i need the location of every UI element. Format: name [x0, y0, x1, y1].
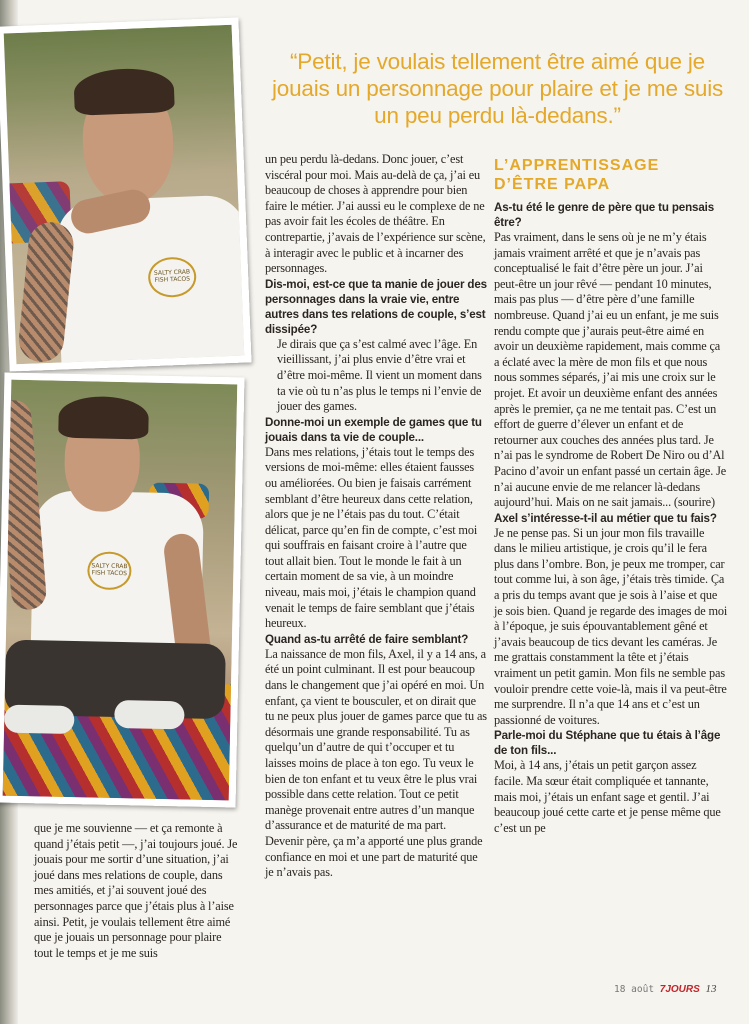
shirt-logo-line2: FISH TACOS — [91, 569, 128, 578]
page-number: 13 — [705, 983, 717, 995]
article-column-2 — [494, 152, 728, 836]
interview-question: Parle-moi du Stéphane que tu étais à l’âge de ton fils... — [494, 729, 721, 758]
magazine-brand: 7JOURS — [659, 984, 700, 995]
paragraph: Pas vraiment, dans le sens où je ne m’y étais jamais vraiment arrêté et que je n’avais pas conceptualisé le fait d’être père un jour. J’ai peut-être un jour rêvé — pendant 10 minutes, mais pas plus — d’être père d’une famille nombreuse. Quand j’ai eu un enfant, je me suis rendu compte que j’aurais peut-être aimé en avoir un deuxième rapidement, mais comme ça a éclaté avec la mère de mon fils et que nous nous sommes séparés, j’ai mis une croix sur le projet. Et avoir un deuxième enfant des années après le premier, ça ne me tentait pas. C’est un effort de guerre d’élever un enfant et de retourner aux couches des années plus tard. Je n’ai pas le syndrome de Robert De Niro ou d’Al Pacino d’avoir un enfant passé un certain âge. Je n’ai aucune envie de me relancer là-dedans aujourd’hui. Mais on ne sait jamais... (sourire) — [494, 230, 727, 510]
paragraph: Je ne pense pas. Si un jour mon fils travaille dans le milieu artistique, je crois qu’il le fera plus dans l’ombre. Bon, je peux me tromper, car tout comme lui, à son âge, j’étais très timide. Ça a pris du temps avant que je sois à l’aise et que je sois bien. Quand je regarde des images de moi à l’époque, je suis épouvantablement gêné et j’avais beaucoup de tics devant les caméras. Je me grattais constamment la tête et j’étais vraiment un petit gamin. Mon fils ne semble pas vouloir prendre cette voie-là, mais il va peut-être me surprendre. Il n’a que 14 ans et c’est un passionné de voitures. — [494, 525, 728, 727]
shirt-logo-line1: SALTY CRAB — [153, 268, 191, 277]
interview-question: Quand as-tu arrêté de faire semblant? — [265, 632, 469, 646]
issue-date: 18 août — [614, 984, 655, 995]
article-column-1 — [265, 152, 487, 881]
interview-question: As-tu été le genre de père que tu pensais être? — [494, 201, 714, 229]
paragraph: Moi, à 14 ans, j’étais un petit garçon assez facile. Ma sœur était compliquée et tannante, mais moi, j’étais un enfant sage et gentil. J’ai beaucoup joué cette carte et je pense même que c’est un pe — [494, 758, 721, 835]
page-footer — [614, 983, 717, 995]
photo-portrait-top — [0, 17, 252, 371]
paragraph: Dans mes relations, j’étais tout le temps des versions de moi-même: elles étaient fausses ou améliorées. Ou bien je faisais carrément semblant d’être heureux dans cette relation, alors que je ne l’étais pas du tout. C’était délicat, parce qu’en fin de compte, c’est moi qui souffrais en faisant croire à l’autre que tout allait bien. Tout le monde le fait à un certain moment de sa vie, à un moindre niveau, mais moi, j’étais le champion quand venait le temps de faire semblant que j’étais heureux. — [265, 444, 478, 631]
article-column-3 — [34, 821, 240, 961]
paragraph: que je me souvienne — et ça remonte à quand j’étais petit —, j’ai toujours joué. Je jouais pour me sortir d’une situation, j’ai joué dans mes relations de couple, dans mes amitiés, et j’ai souvent joué des personnages parce que j’étais plus à l’aise ainsi. Petit, je voulais tellement être aimé que je jouais un personnage pour plaire tout le temps et je me suis — [34, 821, 238, 960]
shirt-logo-line2: FISH TACOS — [154, 275, 191, 284]
interview-question: Dis-moi, est-ce que ta manie de jouer des personnages dans la vraie vie, entre autres dans tes relations de couple, s’est dissipée? — [265, 277, 487, 336]
interview-question: Donne-moi un exemple de games que tu jouais dans ta vie de couple... — [265, 415, 482, 444]
paragraph: un peu perdu là-dedans. Donc jouer, c’est viscéral pour moi. Mais au-delà de ça, j’ai eu beaucoup de choses à apprendre pour bien faire le métier. J’ai aussi eu le complexe de ne pas avoir fait les écoles de théâtre. En contrepartie, j’avais de l’expérience sur scène, à interagir avec le public et à incarner des personnages. — [265, 152, 486, 276]
shirt-logo-line1: SALTY CRAB — [91, 562, 128, 571]
pull-quote: “Petit, je voulais tellement être aimé que je jouais un personnage pour plaire et je me suis un peu perdu là-dedans.” — [271, 49, 724, 128]
paragraph: La naissance de mon fils, Axel, il y a 14 ans, a été un point culminant. Il est pour beaucoup dans le changement que j’ai opéré en moi. Un enfant, ça vient te bousculer, et on dirait que tu ne peux plus jouer de games parce que tu as désormais une grande responsabilité. Tu as quelqu’un d’autre de qui t’occuper et tu laisses moins de place à ton ego. Tu veux le bien de ton enfant et tu veux être le plus vrai possible dans cette relation. Tout ce petit manège provenait entre autres d’un manque d’assurance et de maturité de ma part. Devenir père, ça m’a apporté une plus grande confiance en moi et une part de maturité que je n’avais pas. — [265, 646, 487, 880]
photo-sitting — [0, 373, 244, 808]
interview-question: Axel s’intéresse-t-il au métier que tu fais? — [494, 511, 717, 525]
section-title: L’APPRENTISSAGE D’ÊTRE PAPA — [494, 157, 660, 193]
paragraph: Je dirais que ça s’est calmé avec l’âge. En vieillissant, j’ai plus envie d’être vrai et d’être moi-même. Il vient un moment dans ta vie où tu n’as plus le temps ni l’envie de jouer des games. — [277, 336, 482, 414]
